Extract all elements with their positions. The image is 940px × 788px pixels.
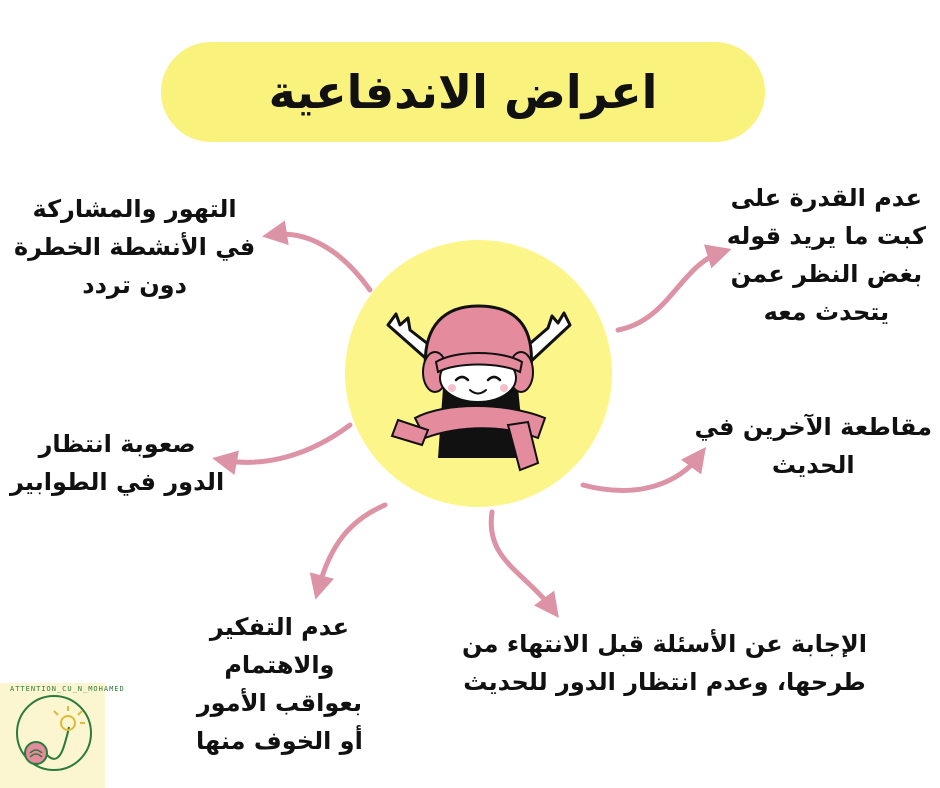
- symptom-middle-left-line: الدور في الطوابير: [10, 468, 225, 496]
- arrow-to-top-left: [272, 234, 370, 290]
- arrow-to-bottom-left: [318, 505, 385, 590]
- symptom-middle-right-line: الحديث: [771, 451, 855, 479]
- symptom-bottom-left-line: أو الخوف منها: [196, 727, 363, 755]
- symptom-middle-right: [695, 408, 933, 484]
- symptom-bottom-right: [462, 625, 867, 701]
- symptom-top-right-line: كبت ما يريد قوله: [726, 222, 926, 250]
- symptom-top-right-line: عدم القدرة على: [730, 184, 923, 212]
- symptom-top-left-line: في الأنشطة الخطرة: [14, 233, 256, 261]
- symptom-top-right-line: يتحدث معه: [763, 298, 890, 326]
- cheering-child-icon: [388, 306, 570, 470]
- symptom-top-right: [727, 179, 926, 331]
- brain-lightbulb-icon: [0, 683, 125, 788]
- symptom-bottom-left-line: بعواقب الأمور: [196, 689, 362, 717]
- arrow-to-bottom-right: [491, 512, 553, 610]
- symptom-top-left: [14, 190, 255, 304]
- symptom-middle-right-line: مقاطعة الآخرين في: [694, 413, 932, 441]
- arrow-to-middle-left: [222, 425, 350, 462]
- symptom-bottom-right-line: الإجابة عن الأسئلة قبل الانتهاء من: [462, 630, 868, 658]
- arrow-to-top-right: [618, 252, 722, 330]
- brand-logo: [0, 683, 125, 788]
- symptom-top-right-line: بغض النظر عمن: [730, 260, 923, 288]
- arrow-to-middle-right: [583, 455, 700, 490]
- logo-text: ATTENTION_CU_N_MOHAMED: [10, 685, 125, 693]
- symptom-top-left-line: دون تردد: [82, 271, 187, 299]
- symptom-bottom-left-line: والاهتمام: [224, 651, 335, 679]
- symptom-middle-left-line: صعوبة انتظار: [38, 430, 196, 458]
- symptom-top-left-line: التهور والمشاركة: [32, 195, 237, 223]
- symptom-bottom-right-line: طرحها، وعدم انتظار الدور للحديث: [463, 668, 866, 696]
- page-title: اعراض الاندفاعية: [268, 65, 658, 119]
- symptom-bottom-left-line: عدم التفكير: [209, 613, 350, 641]
- symptom-bottom-left: [196, 608, 363, 760]
- symptom-middle-left: [10, 425, 224, 501]
